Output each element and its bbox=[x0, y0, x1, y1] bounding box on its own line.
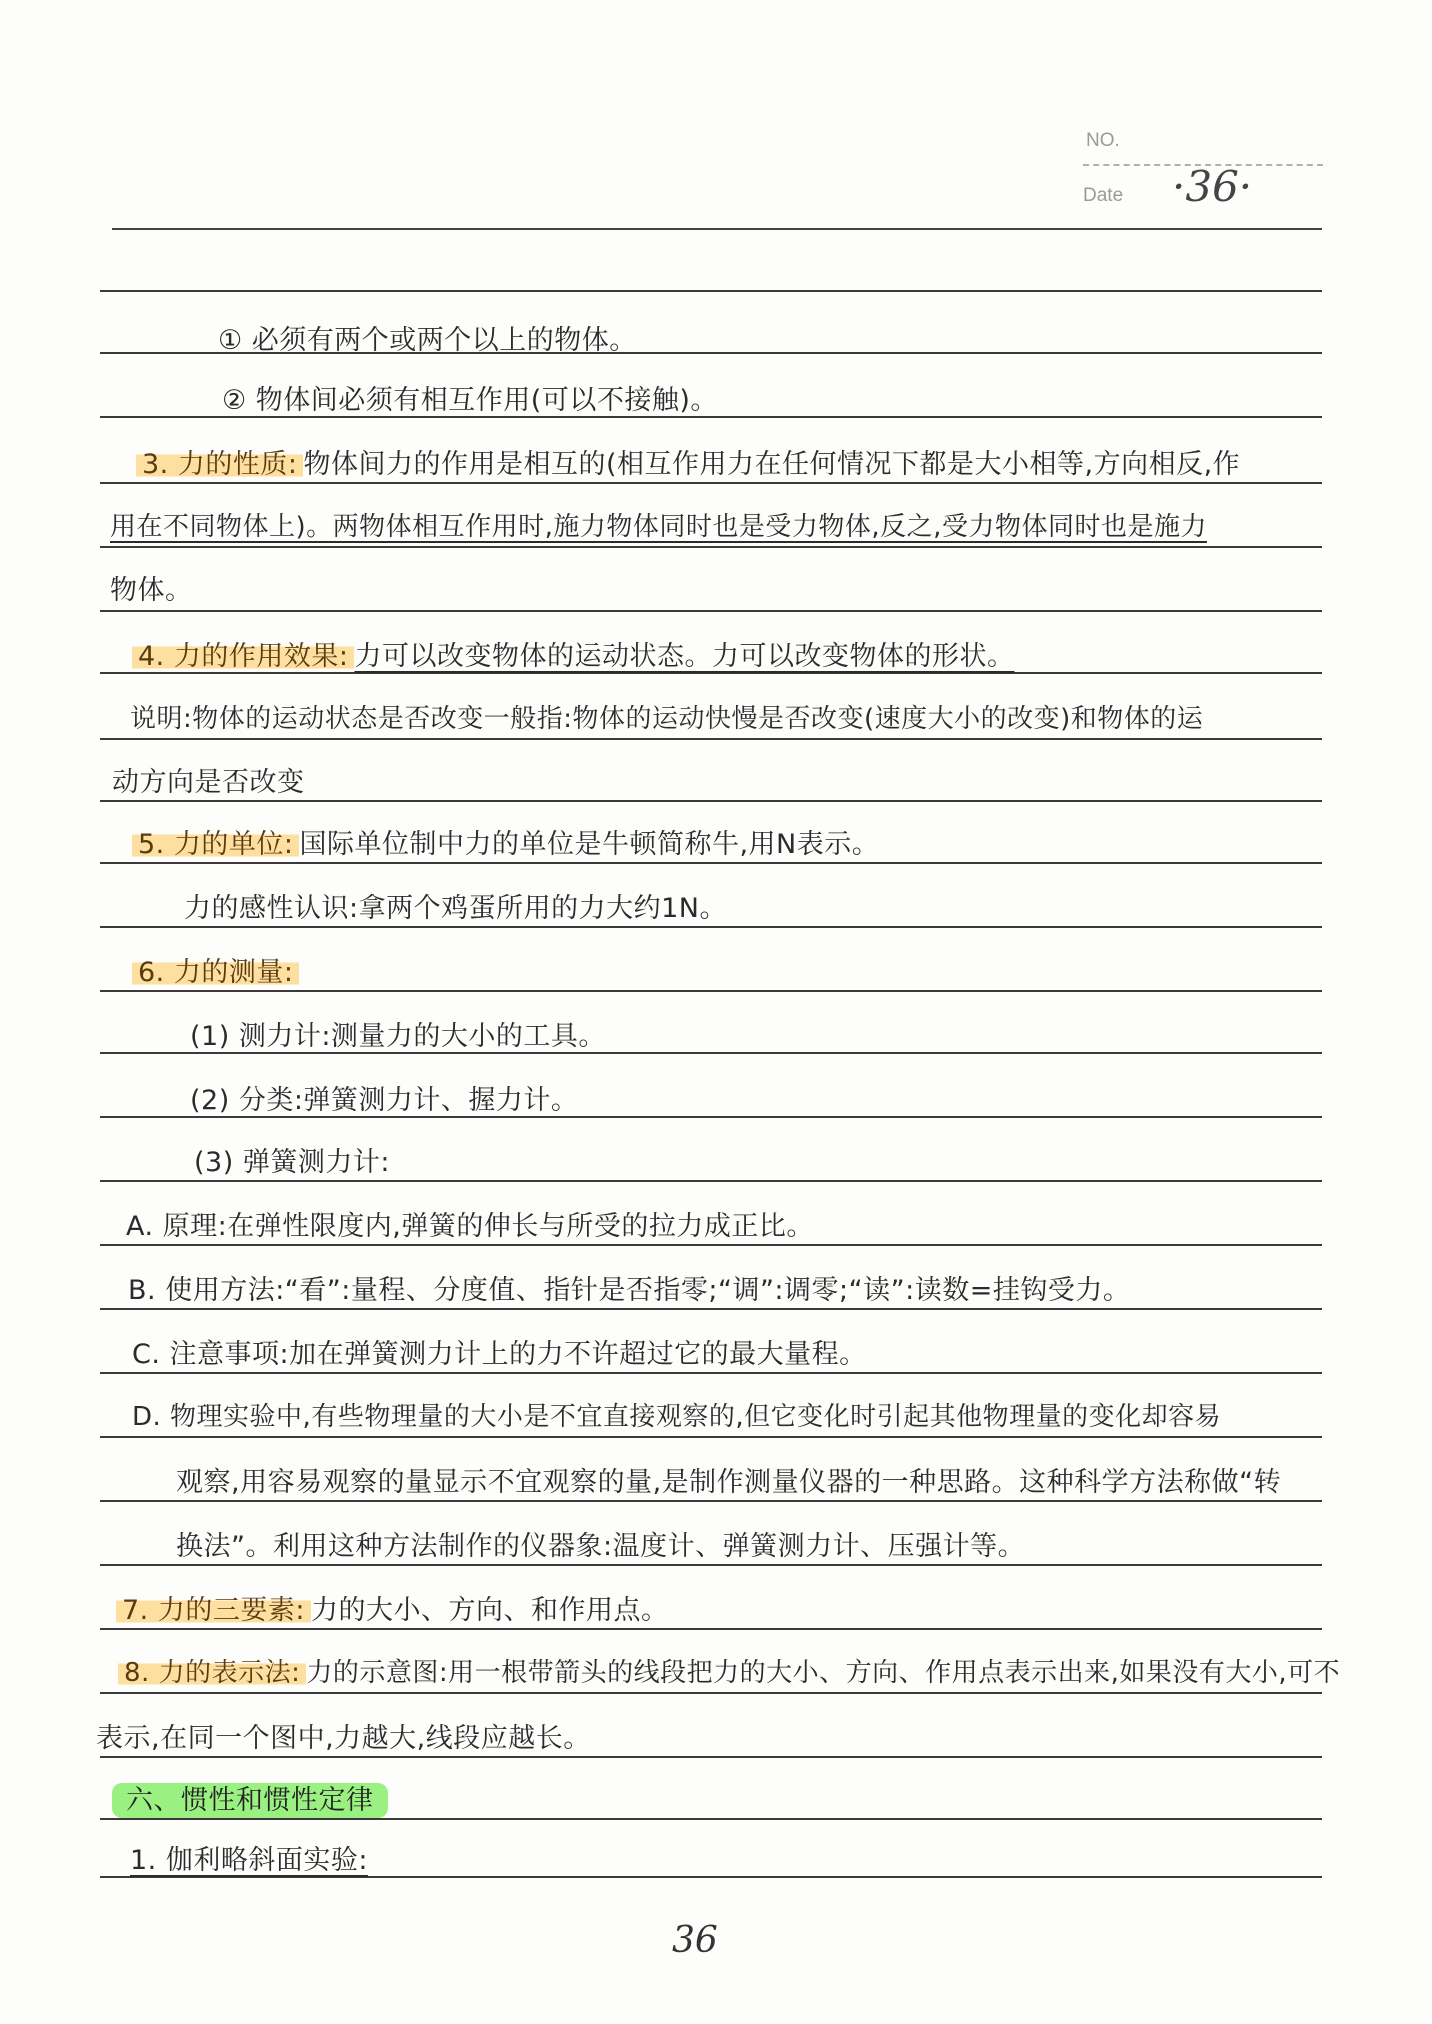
note-line: 用在不同物体上)。两物体相互作用时,施力物体同时也是受力物体,反之,受力物体同时也是施力 bbox=[110, 512, 1207, 542]
header-rule bbox=[112, 228, 1322, 230]
section-5-heading: 5. 力的单位: bbox=[132, 829, 299, 860]
ruled-line bbox=[100, 290, 1322, 292]
note-line: ② 物体间必须有相互作用(可以不接触)。 bbox=[222, 385, 718, 416]
section-3: 3. 力的性质: 物体间力的作用是相互的(相互作用力在任何情况下都是大小相等,方向相反,作 bbox=[136, 442, 1240, 481]
ruled-line bbox=[100, 926, 1322, 928]
ruled-line bbox=[100, 482, 1322, 484]
ruled-line bbox=[100, 1372, 1322, 1374]
ruled-line bbox=[100, 1564, 1322, 1566]
ruled-line bbox=[100, 1180, 1322, 1182]
section-8-heading: 8. 力的表示法: bbox=[118, 1658, 306, 1688]
ruled-line bbox=[100, 738, 1322, 740]
ruled-line bbox=[100, 1628, 1322, 1630]
note-line: 说明:物体的运动状态是否改变一般指:物体的运动快慢是否改变(速度大小的改变)和物体的运 bbox=[130, 704, 1204, 734]
ruled-line bbox=[100, 546, 1322, 548]
section-6-heading: 6. 力的测量: bbox=[132, 957, 299, 988]
note-line: 观察,用容易观察的量显示不宜观察的量,是制作测量仪器的一种思路。这种科学方法称做“转 bbox=[176, 1467, 1282, 1498]
note-line: (3) 弹簧测力计: bbox=[194, 1147, 390, 1178]
note-line: 1. 伽利略斜面实验: bbox=[130, 1845, 368, 1876]
note-line: 表示,在同一个图中,力越大,线段应越长。 bbox=[96, 1723, 591, 1754]
ruled-line bbox=[100, 1244, 1322, 1246]
section-5: 5. 力的单位: 国际单位制中力的单位是牛顿简称牛,用N表示。 bbox=[132, 822, 879, 861]
note-line: ① 必须有两个或两个以上的物体。 bbox=[218, 325, 637, 356]
chapter-6-heading: 六、惯性和惯性定律 bbox=[112, 1783, 388, 1818]
ruled-line bbox=[100, 1692, 1322, 1694]
note-line: 换法”。利用这种方法制作的仪器象:温度计、弹簧测力计、压强计等。 bbox=[176, 1531, 1026, 1562]
note-line: 力的感性认识:拿两个鸡蛋所用的力大约1N。 bbox=[184, 893, 727, 924]
note-line: D. 物理实验中,有些物理量的大小是不宜直接观察的,但它变化时引起其他物理量的变化却容易 bbox=[132, 1402, 1222, 1432]
note-line: 物体。 bbox=[110, 575, 193, 606]
section-7-heading: 7. 力的三要素: bbox=[116, 1595, 311, 1626]
note-line: B. 使用方法:“看”:量程、分度值、指针是否指零;“调”:调零;“读”:读数=挂钩受力。 bbox=[128, 1275, 1131, 1306]
section-8: 8. 力的表示法: 力的示意图:用一根带箭头的线段把力的大小、方向、作用点表示出来,如果没有大小,可不 bbox=[118, 1652, 1340, 1689]
ruled-line bbox=[100, 990, 1322, 992]
ruled-line bbox=[100, 1308, 1322, 1310]
note-line: C. 注意事项:加在弹簧测力计上的力不许超过它的最大量程。 bbox=[132, 1339, 867, 1370]
date-value: ·36· bbox=[1172, 162, 1253, 211]
note-line: 动方向是否改变 bbox=[112, 767, 305, 798]
section-4: 4. 力的作用效果: 力可以改变物体的运动状态。力可以改变物体的形状。 bbox=[132, 634, 1014, 673]
section-7: 7. 力的三要素: 力的大小、方向、和作用点。 bbox=[116, 1588, 668, 1627]
page-number: 36 bbox=[672, 1920, 718, 1961]
ruled-line bbox=[100, 862, 1322, 864]
note-line: A. 原理:在弹性限度内,弹簧的伸长与所受的拉力成正比。 bbox=[126, 1211, 814, 1242]
section-3-heading: 3. 力的性质: bbox=[136, 449, 303, 480]
ruled-line bbox=[100, 1436, 1322, 1438]
section-6 bbox=[132, 950, 299, 989]
ruled-line bbox=[100, 1500, 1322, 1502]
ruled-line bbox=[100, 610, 1322, 612]
chapter-6 bbox=[112, 1778, 388, 1817]
date-label: Date bbox=[1083, 185, 1124, 206]
ruled-line bbox=[100, 800, 1322, 802]
note-line: (1) 测力计:测量力的大小的工具。 bbox=[190, 1021, 606, 1052]
ruled-line bbox=[100, 1756, 1322, 1758]
ruled-line bbox=[100, 1818, 1322, 1820]
note-line: (2) 分类:弹簧测力计、握力计。 bbox=[190, 1085, 579, 1116]
no-label: NO. bbox=[1086, 130, 1120, 151]
section-4-heading: 4. 力的作用效果: bbox=[132, 641, 354, 672]
